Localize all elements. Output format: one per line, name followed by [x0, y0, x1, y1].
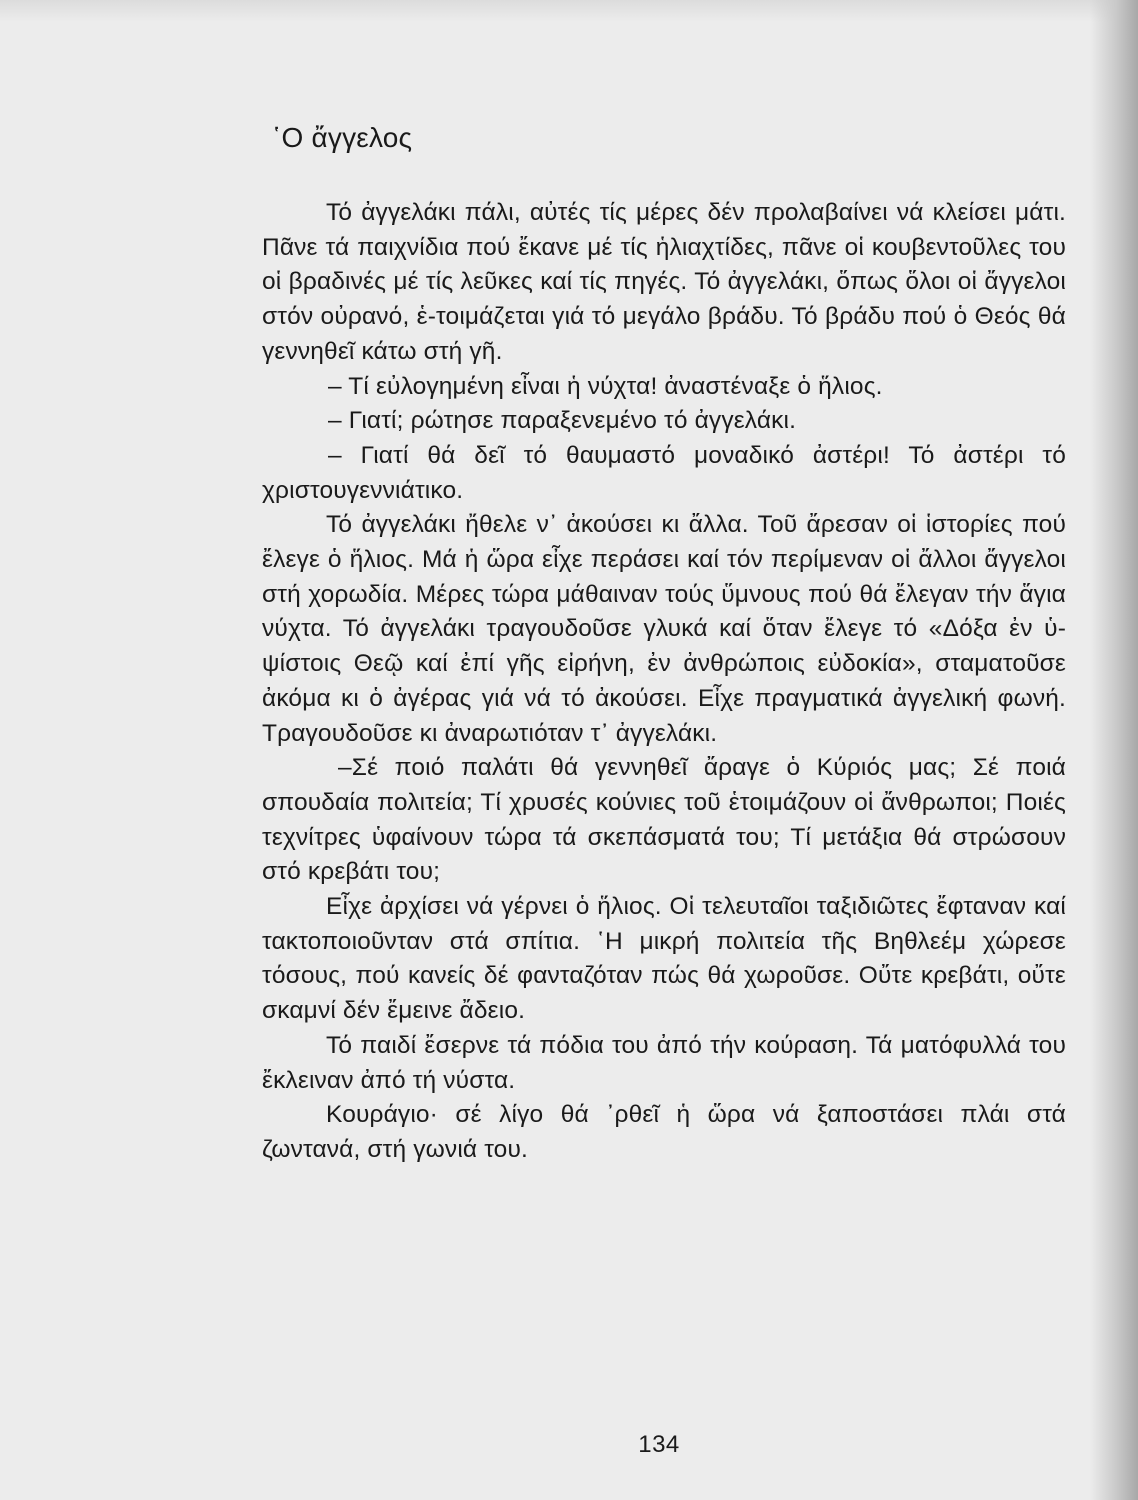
paragraph-4: Εἶχε ἀρχίσει νά γέρνει ὁ ἥλιος. Οἱ τελευταῖοι ταξιδιῶτες ἔφταναν καί τακτοποιοῦνταν στά σπίτια. ῾Η μικρή πολιτεία τῆς Βηθλεέμ χώρεσε τόσους, πού κανείς δέ φανταζόταν πώς θά χωροῦσε. Οὔτε κρεβάτι, οὔτε σκαμνί δέν ἔμεινε ἄδειο. [262, 893, 1066, 1025]
page-binding-shadow [1090, 0, 1138, 1500]
paragraph-2: Τό ἀγγελάκι ἤθελε ν᾽ ἀκούσει κι ἄλλα. Τοῦ ἄρεσαν οἱ ἱστορίες πού ἔλεγε ὁ ἥλιος. Μά ἡ ὥρα εἶχε περάσει καί τόν περίμεναν οἱ ἄλλοι ἄγγελοι στή χορωδία. Μέρες τώρα μάθαιναν τούς ὕμνους πού θά ἔλεγαν τήν ἅγια νύχτα. Τό ἀγγελάκι τραγουδοῦσε γλυκά καί ὅταν ἔλεγε τό «Δόξα ἐν ὑ-ψίστοις Θεῷ καί ἐπί γῆς εἰρήνη, ἐν ἀνθρώποις εὐδοκία», σταματοῦσε ἀκόμα κι ὁ ἀγέρας γιά νά τό ἀκούσει. Εἶχε πραγματικά ἀγγελική φωνή. Τραγουδοῦσε κι ἀναρωτιόταν τ᾽ ἀγγελάκι. [262, 511, 1066, 747]
page-number: 134 [638, 1431, 680, 1458]
paragraph-5: Τό παιδί ἔσερνε τά πόδια του ἀπό τήν κούραση. Τά ματόφυλλά του ἔκλειναν ἀπό τή νύστα. [262, 1031, 1066, 1094]
page-top-shadow [0, 0, 1138, 22]
paragraph-1: Τό ἀγγελάκι πάλι, αὐτές τίς μέρες δέν προλαβαίνει νά κλείσει μάτι. Πᾶνε τά παιχνίδια πού ἔκανε μέ τίς ἡλιαχτίδες, πᾶνε οἱ κουβεντοῦλες του οἱ βραδινές μέ τίς λεῦκες καί τίς πηγές. Τό ἀγγελάκι, ὅπως ὅλοι οἱ ἄγγελοι στόν οὐρανό, ἑ-τοιμάζεται γιά τό μεγάλο βράδυ. Τό βράδυ πού ὁ Θεός θά γεννηθεῖ κάτω στή γῆ. [262, 199, 1066, 365]
dialogue-line-3: – Γιατί θά δεῖ τό θαυμαστό μοναδικό ἀστέρι! Τό ἀστέρι τό χριστουγεννιάτικο. [262, 441, 1066, 504]
page-body [262, 120, 1066, 1168]
paragraph-3: –Σέ ποιό παλάτι θά γεννηθεῖ ἄραγε ὁ Κύριός μας; Σέ ποιά σπουδαία πολιτεία; Τί χρυσές κούνιες τοῦ ἑτοιμάζουν οἱ ἄνθρωποι; Ποιές τεχνίτρες ὑφαίνουν τώρα τά σκεπάσματά του; Τί μετάξια θά στρώσουν στό κρεβάτι του; [262, 754, 1066, 886]
chapter-title: ῾Ο ἄγγελος [272, 122, 413, 153]
dialogue-line-2: – Γιατί; ρώτησε παραξενεμένο τό ἀγγελάκι. [328, 407, 797, 435]
paragraph-6: Κουράγιο· σέ λίγο θά ᾽ρθεῖ ἡ ὥρα νά ξαποστάσει πλάι στά ζωντανά, στή γωνιά του. [262, 1101, 1066, 1163]
dialogue-line-1: – Τί εὐλογημένη εἶναι ἡ νύχτα! ἀναστέναξε ὁ ἥλιος. [328, 372, 883, 400]
